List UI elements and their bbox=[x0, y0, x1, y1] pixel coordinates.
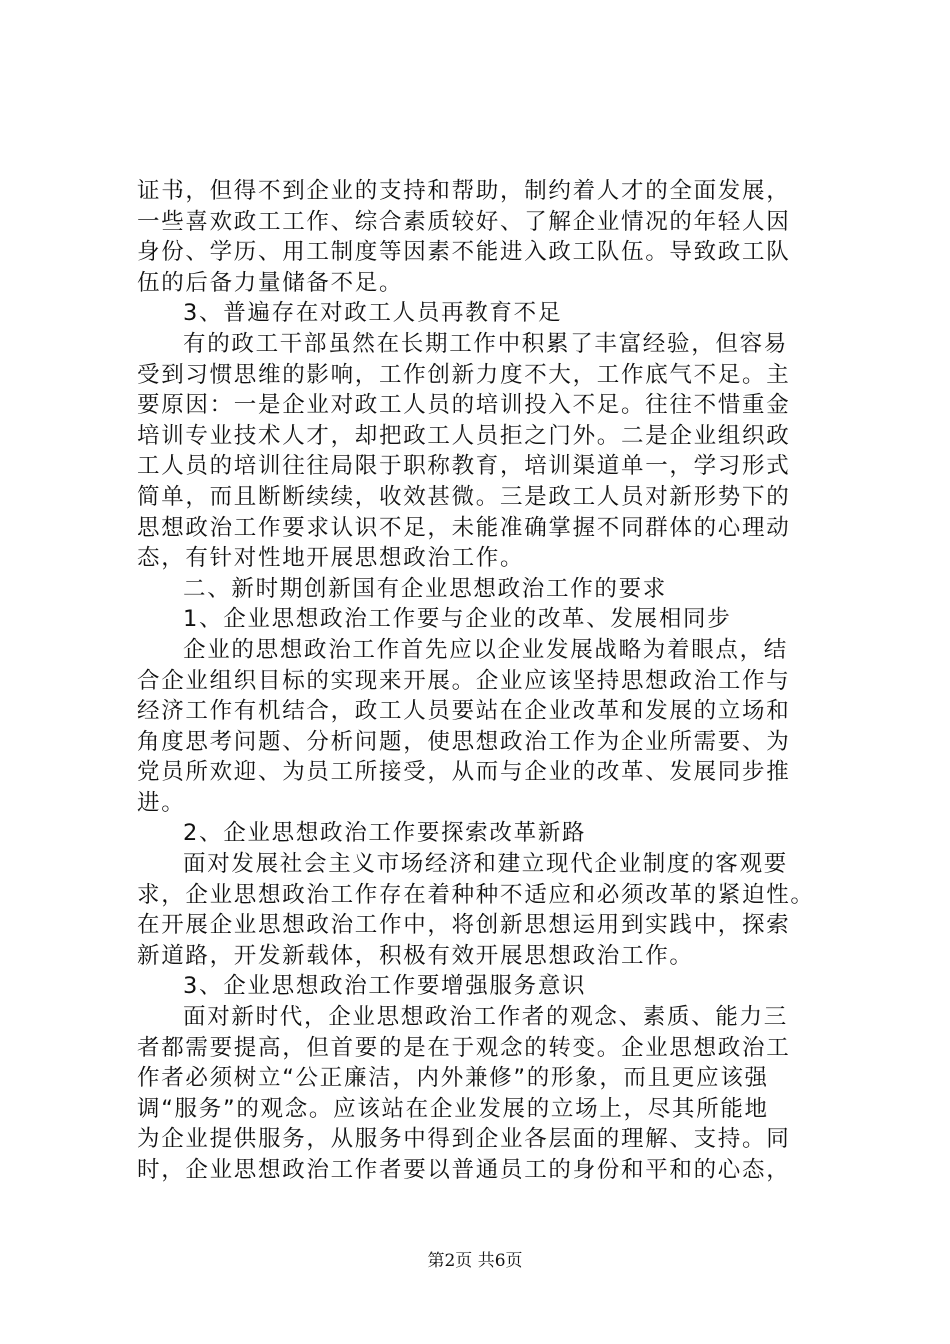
text-line: 面对发展社会主义市场经济和建立现代企业制度的客观要 bbox=[183, 851, 789, 878]
text-line: 新道路，开发新载体，积极有效开展思想政治工作。 bbox=[137, 942, 694, 969]
text-line: 3、企业思想政治工作要增强服务意识 bbox=[183, 973, 587, 1000]
text-line: 身份、学历、用工制度等因素不能进入政工队伍。导致政工队 bbox=[137, 239, 791, 266]
text-line: 2、企业思想政治工作要探索改革新路 bbox=[183, 820, 587, 847]
text-line: 态，有针对性地开展思想政治工作。 bbox=[137, 545, 525, 572]
text-line: 培训专业技术人才，却把政工人员拒之门外。二是企业组织政 bbox=[137, 422, 791, 449]
text-line: 受到习惯思维的影响，工作创新力度不大，工作底气不足。主 bbox=[137, 361, 791, 388]
text-line: 思想政治工作要求认识不足，未能准确掌握不同群体的心理动 bbox=[137, 514, 791, 541]
text-line: 1、企业思想政治工作要与企业的改革、发展相同步 bbox=[183, 606, 732, 633]
body-text bbox=[137, 176, 837, 1186]
text-line: 时，企业思想政治工作者要以普通员工的身份和平和的心态， bbox=[137, 1157, 791, 1183]
text-line: 合企业组织目标的实现来开展。企业应该坚持思想政治工作与 bbox=[137, 667, 791, 694]
text-line: 作者必须树立“公正廉洁，内外兼修”的形象，而且更应该强 bbox=[137, 1065, 769, 1092]
text-line: 者都需要提高，但首要的是在于观念的转变。企业思想政治工 bbox=[137, 1034, 791, 1061]
text-line: 证书，但得不到企业的支持和帮助，制约着人才的全面发展， bbox=[137, 178, 791, 204]
text-line: 角度思考问题、分析问题，使思想政治工作为企业所需要、为 bbox=[137, 728, 791, 755]
text-line: 为企业提供服务，从服务中得到企业各层面的理解、支持。同 bbox=[137, 1126, 791, 1153]
text-line: 简单，而且断断续续，收效甚微。三是政工人员对新形势下的 bbox=[137, 483, 791, 510]
text-line: 3、普遍存在对政工人员再教育不足 bbox=[183, 300, 563, 327]
text-line: 二、新时期创新国有企业思想政治工作的要求 bbox=[183, 575, 668, 602]
text-line: 在开展企业思想政治工作中，将创新思想运用到实践中，探索 bbox=[137, 912, 791, 939]
page-footer: 第2页 共6页 bbox=[427, 1251, 523, 1271]
text-line: 要原因：一是企业对政工人员的培训投入不足。往往不惜重金 bbox=[137, 392, 791, 419]
text-line: 企业的思想政治工作首先应以企业发展战略为着眼点，结 bbox=[183, 636, 789, 663]
text-line: 进。 bbox=[137, 789, 186, 816]
text-line: 伍的后备力量储备不足。 bbox=[137, 269, 404, 296]
text-line: 有的政工干部虽然在长期工作中积累了丰富经验，但容易 bbox=[183, 330, 789, 357]
text-line: 经济工作有机结合，政工人员要站在企业改革和发展的立场和 bbox=[137, 698, 791, 725]
text-line: 党员所欢迎、为员工所接受，从而与企业的改革、发展同步推 bbox=[137, 759, 791, 786]
text-line: 求，企业思想政治工作存在着种种不适应和必须改革的紧迫性。 bbox=[137, 881, 815, 908]
text-line: 一些喜欢政工工作、综合素质较好、了解企业情况的年轻人因 bbox=[137, 208, 791, 235]
text-line: 调“服务”的观念。应该站在企业发展的立场上，尽其所能地 bbox=[137, 1095, 769, 1122]
text-line: 工人员的培训往往局限于职称教育，培训渠道单一，学习形式 bbox=[137, 453, 791, 480]
text-line: 面对新时代，企业思想政治工作者的观念、素质、能力三 bbox=[183, 1004, 789, 1031]
